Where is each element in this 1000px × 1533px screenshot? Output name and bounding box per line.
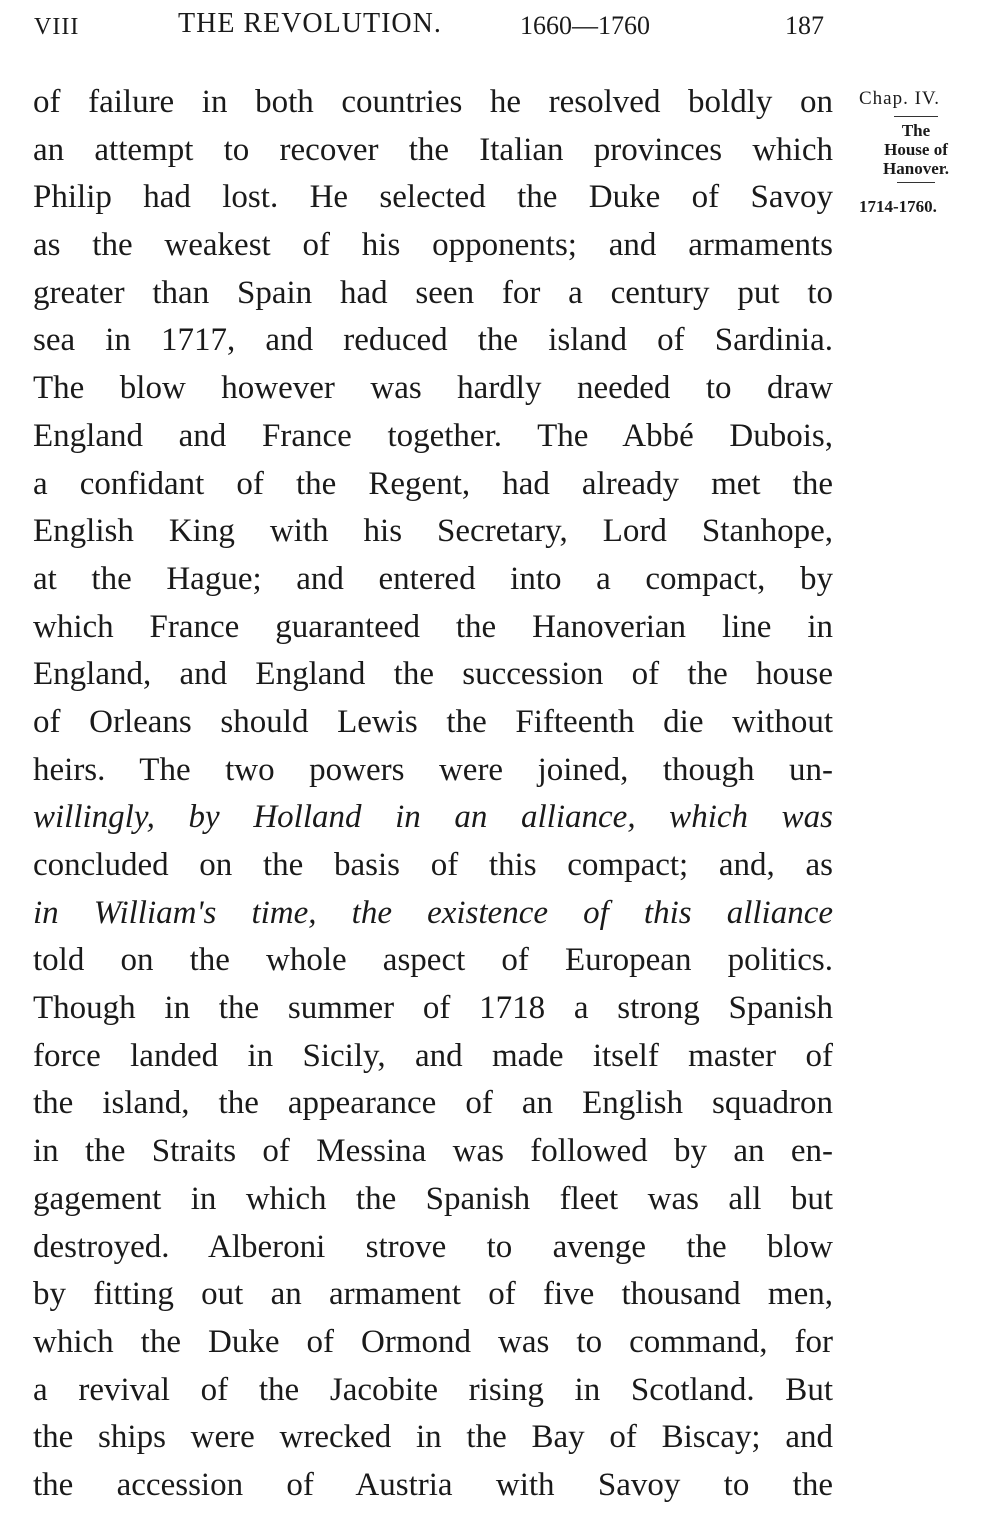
margin-house-line2: House of xyxy=(884,140,948,159)
margin-years: 1714-1760. xyxy=(859,197,937,216)
text-line: force landed in Sicily, and made itself master of xyxy=(33,1037,833,1074)
text-line: greater than Spain had seen for a century put to xyxy=(33,274,833,311)
text-line: at the Hague; and entered into a compact, by xyxy=(33,560,833,597)
text-line: Though in the summer of 1718 a strong Spanish xyxy=(33,990,833,1027)
text-line: concluded on the basis of this compact; and, as xyxy=(33,847,833,883)
text-line: as the weakest of his opponents; and armaments xyxy=(33,227,833,264)
text-line: an attempt to recover the Italian provinces which xyxy=(33,131,833,168)
text-line: by fitting out an armament of five thousand men, xyxy=(33,1276,833,1313)
text-line: The blow however was hardly needed to draw xyxy=(33,370,833,407)
text-line: of Orleans should Lewis the Fifteenth die without xyxy=(33,703,833,740)
text-line: the island, the appearance of an English squadron xyxy=(33,1085,833,1122)
page-number: 187 xyxy=(785,11,824,40)
header-dates: 1660—1760 xyxy=(520,11,650,40)
margin-house-line3: Hanover. xyxy=(883,159,949,178)
margin-divider xyxy=(894,116,938,117)
body-text xyxy=(33,79,833,1510)
text-line: destroyed. Alberoni strove to avenge the blow xyxy=(33,1228,833,1265)
text-line: English King with his Secretary, Lord Stanhope, xyxy=(33,513,833,550)
text-line: sea in 1717, and reduced the island of Sardinia. xyxy=(33,322,833,359)
margin-chapter: Chap. IV. xyxy=(859,88,940,109)
margin-house-line1: The xyxy=(901,121,931,140)
text-line: which France guaranteed the Hanoverian line in xyxy=(33,608,833,645)
text-line: a revival of the Jacobite rising in Scotland. But xyxy=(33,1371,833,1408)
running-header xyxy=(34,8,834,48)
text-line: of failure in both countries he resolved boldly on xyxy=(33,84,833,120)
header-section-number: VIII xyxy=(34,14,80,40)
text-line: England, and England the succession of the house xyxy=(33,656,833,693)
header-title: THE REVOLUTION. xyxy=(178,8,442,39)
margin-divider xyxy=(897,182,935,183)
text-line: the accession of Austria with Savoy to the xyxy=(33,1466,833,1503)
text-line: in the Straits of Messina was followed by an en- xyxy=(33,1133,833,1170)
text-line-italic: in William's time, the existence of this alliance xyxy=(33,894,833,931)
text-line: which the Duke of Ormond was to command, for xyxy=(33,1323,833,1360)
text-line: a confidant of the Regent, had already met the xyxy=(33,465,833,502)
margin-notes xyxy=(856,88,976,217)
text-line-italic: willingly, by Holland in an alliance, which was xyxy=(33,799,833,836)
text-line: the ships were wrecked in the Bay of Biscay; and xyxy=(33,1419,833,1456)
text-line: Philip had lost. He selected the Duke of Savoy xyxy=(33,179,833,216)
text-line: England and France together. The Abbé Dubois, xyxy=(33,417,833,454)
text-line: heirs. The two powers were joined, though un- xyxy=(33,751,833,788)
text-line: told on the whole aspect of European politics. xyxy=(33,942,833,979)
text-line: gagement in which the Spanish fleet was all but xyxy=(33,1180,833,1217)
